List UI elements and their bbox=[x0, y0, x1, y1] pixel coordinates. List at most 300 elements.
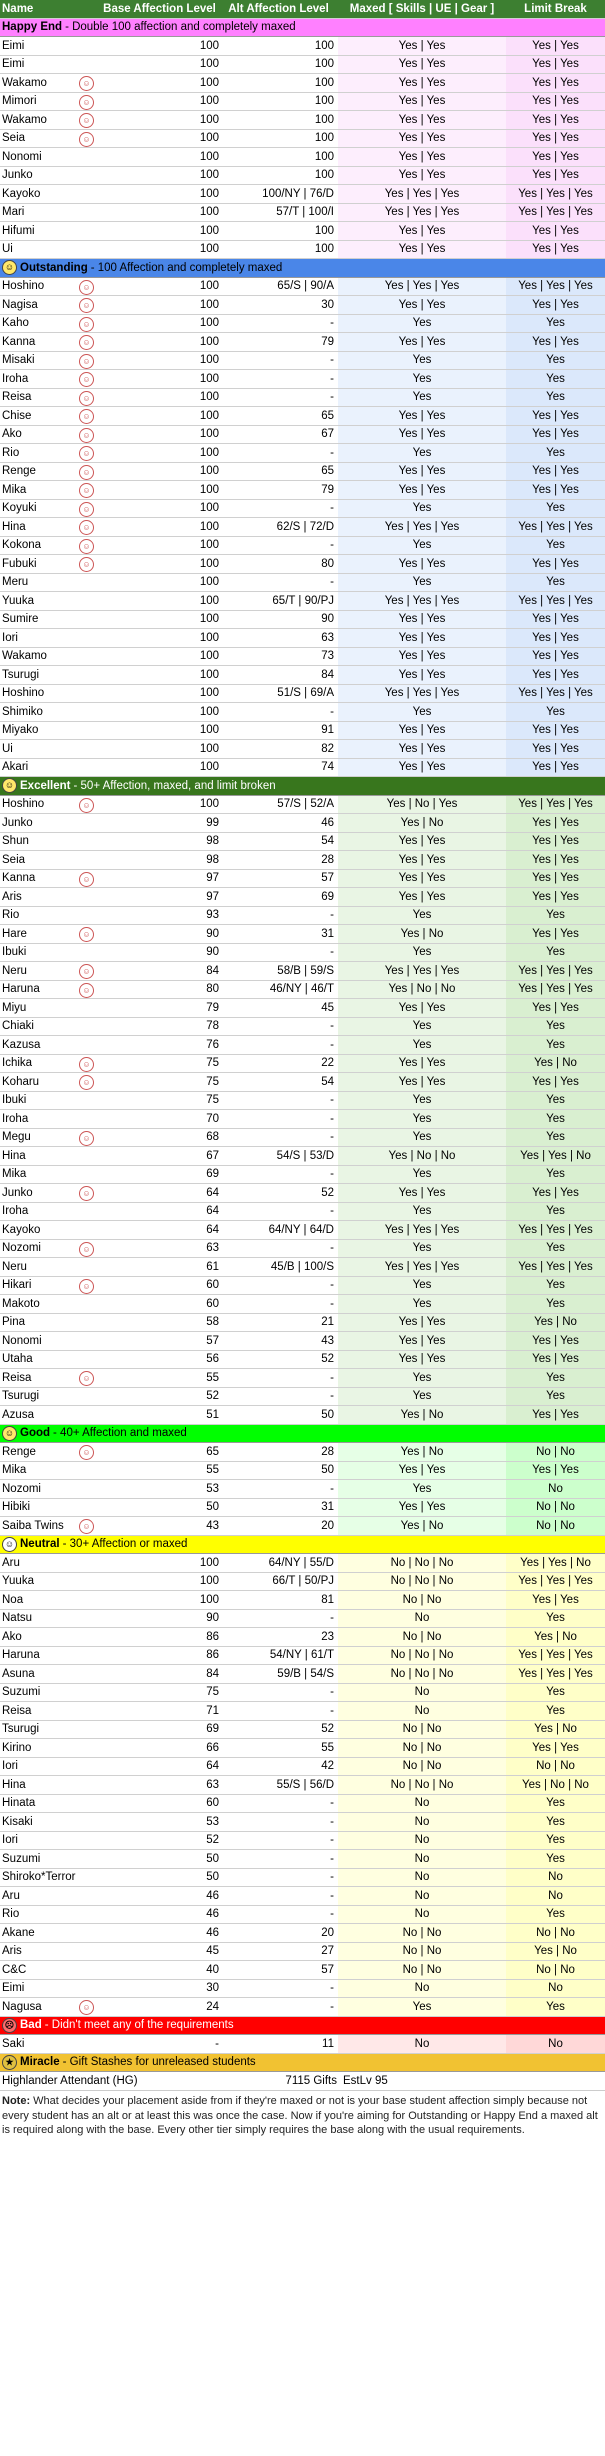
table-row bbox=[0, 666, 605, 685]
maxed-status: No | No | No bbox=[338, 1776, 506, 1794]
limit-break: Yes | Yes | Yes bbox=[506, 592, 605, 610]
table-row bbox=[0, 1036, 605, 1055]
limit-break: Yes bbox=[506, 444, 605, 462]
limit-break: Yes | Yes bbox=[506, 1073, 605, 1091]
limit-break: Yes bbox=[506, 1906, 605, 1924]
limit-break: Yes | Yes bbox=[506, 611, 605, 629]
limit-break: Yes bbox=[506, 370, 605, 388]
table-row bbox=[0, 833, 605, 852]
student-name: Reisa ☺ bbox=[0, 389, 100, 407]
table-row bbox=[0, 352, 605, 371]
student-name: Junko bbox=[2, 816, 33, 829]
alt-affection: - bbox=[330, 1982, 334, 1995]
student-name: Suzumi bbox=[2, 1852, 41, 1865]
base-affection: 100 bbox=[199, 317, 219, 330]
base-affection: 90 bbox=[206, 927, 219, 940]
alt-affection: - bbox=[330, 539, 334, 552]
maxed-status: Yes bbox=[338, 1129, 506, 1147]
maxed-status: No bbox=[338, 1813, 506, 1831]
student-name: Kayoko bbox=[2, 187, 41, 200]
alt-affection: - bbox=[330, 1871, 334, 1884]
student-name: Nozomi ☺ bbox=[0, 1240, 100, 1258]
student-badge-icon: ☺ bbox=[79, 428, 94, 443]
student-name: Haruna bbox=[2, 1649, 40, 1662]
maxed-status: Yes | Yes bbox=[338, 463, 506, 481]
student-name: Ako bbox=[2, 1630, 22, 1643]
maxed-status: Yes | Yes bbox=[338, 1073, 506, 1091]
maxed-status: Yes bbox=[338, 444, 506, 462]
student-name: Hifumi bbox=[2, 224, 35, 237]
student-name: Rio bbox=[2, 1908, 20, 1921]
base-affection: 100 bbox=[199, 58, 219, 71]
alt-affection: 69 bbox=[321, 890, 334, 903]
base-affection: 46 bbox=[206, 1908, 219, 1921]
tier-description: - 50+ Affection, maxed, and limit broken bbox=[73, 779, 276, 792]
limit-break: Yes | Yes bbox=[506, 1462, 605, 1480]
limit-break: Yes bbox=[506, 352, 605, 370]
table-row bbox=[0, 185, 605, 204]
student-name: Misaki ☺ bbox=[0, 352, 100, 370]
table-row bbox=[0, 500, 605, 519]
alt-affection: 100 bbox=[314, 76, 334, 89]
student-name: Hoshino ☺ bbox=[0, 796, 100, 814]
alt-affection: - bbox=[330, 1038, 334, 1051]
table-row bbox=[0, 130, 605, 149]
maxed-status: No bbox=[338, 1832, 506, 1850]
limit-break: Yes | Yes bbox=[506, 93, 605, 111]
student-name: Tsurugi bbox=[2, 668, 40, 681]
tier-header-out bbox=[0, 259, 605, 278]
base-affection: 69 bbox=[206, 1723, 219, 1736]
limit-break: Yes bbox=[506, 907, 605, 925]
limit-break: Yes bbox=[506, 315, 605, 333]
base-affection: 75 bbox=[206, 1686, 219, 1699]
maxed-status: Yes | No bbox=[338, 1443, 506, 1461]
tier-title: Happy End bbox=[2, 21, 63, 34]
student-name: Hina bbox=[2, 1778, 26, 1791]
alt-affection: 54/S | 53/D bbox=[276, 1149, 334, 1162]
student-badge-icon: ☺ bbox=[79, 1242, 94, 1257]
base-affection: 100 bbox=[199, 668, 219, 681]
base-affection: 100 bbox=[199, 594, 219, 607]
table-row bbox=[0, 1610, 605, 1629]
alt-affection: - bbox=[330, 1704, 334, 1717]
student-badge-icon: ☺ bbox=[79, 1057, 94, 1072]
limit-break: Yes bbox=[506, 574, 605, 592]
note-text: What decides your placement aside from if they're maxed or not is your base student affection simply because not every student has an alt or at least this was once the case. Now if you're aiming for Outstanding or Happy End a maxed alt is required along with the base. Every other tier simply requires the base along with the usual requirements. bbox=[2, 2095, 598, 2136]
alt-affection: 100 bbox=[314, 113, 334, 126]
student-name: Nagusa ☺ bbox=[0, 1998, 100, 2016]
limit-break: Yes | Yes bbox=[506, 833, 605, 851]
student-name: Ibuki bbox=[2, 1094, 27, 1107]
maxed-status: Yes | Yes bbox=[338, 722, 506, 740]
summary-gifts: 7115 Gifts bbox=[285, 2075, 337, 2087]
table-row bbox=[0, 962, 605, 981]
base-affection: 63 bbox=[206, 1778, 219, 1791]
header-base: Base Affection Level bbox=[103, 2, 216, 15]
base-affection: 100 bbox=[199, 1556, 219, 1569]
limit-break: Yes | Yes bbox=[506, 722, 605, 740]
maxed-status: Yes bbox=[338, 370, 506, 388]
table-row bbox=[0, 1906, 605, 1925]
table-row bbox=[0, 611, 605, 630]
maxed-status: Yes | Yes bbox=[338, 296, 506, 314]
table-row bbox=[0, 1221, 605, 1240]
table-row bbox=[0, 56, 605, 75]
student-name: Saki bbox=[2, 2037, 25, 2050]
table-row bbox=[0, 814, 605, 833]
table-row bbox=[0, 1517, 605, 1536]
alt-affection: 57/S | 52/A bbox=[277, 798, 334, 811]
table-row bbox=[0, 1499, 605, 1518]
alt-affection: 100 bbox=[314, 224, 334, 237]
base-affection: 100 bbox=[199, 113, 219, 126]
maxed-status: Yes | Yes | Yes bbox=[338, 185, 506, 203]
table-row bbox=[0, 555, 605, 574]
table-row bbox=[0, 1887, 605, 1906]
student-name: Nonomi bbox=[2, 1334, 42, 1347]
student-badge-icon: ☺ bbox=[79, 354, 94, 369]
alt-affection: 100 bbox=[314, 169, 334, 182]
limit-break: Yes | No bbox=[506, 1055, 605, 1073]
student-name: Hoshino bbox=[2, 687, 45, 700]
maxed-status: Yes | Yes bbox=[338, 1055, 506, 1073]
base-affection: 53 bbox=[206, 1482, 219, 1495]
table-row bbox=[0, 296, 605, 315]
student-name: Kaho ☺ bbox=[0, 315, 100, 333]
maxed-status: Yes | Yes bbox=[338, 1351, 506, 1369]
student-name: Suzumi bbox=[2, 1686, 41, 1699]
table-row bbox=[0, 1295, 605, 1314]
tier-header-bad bbox=[0, 2017, 605, 2036]
maxed-status: Yes | Yes bbox=[338, 759, 506, 777]
student-name: Miyako bbox=[2, 724, 39, 737]
tier-description: - 30+ Affection or maxed bbox=[62, 1538, 188, 1551]
table-row bbox=[0, 1314, 605, 1333]
student-badge-icon: ☺ bbox=[79, 298, 94, 313]
alt-affection: 23 bbox=[321, 1630, 334, 1643]
base-affection: 100 bbox=[199, 687, 219, 700]
base-affection: 50 bbox=[206, 1852, 219, 1865]
maxed-status: Yes | Yes bbox=[338, 222, 506, 240]
alt-affection: 79 bbox=[321, 335, 334, 348]
base-affection: 100 bbox=[199, 187, 219, 200]
table-row bbox=[0, 1776, 605, 1795]
table-row bbox=[0, 851, 605, 870]
limit-break: Yes bbox=[506, 1166, 605, 1184]
base-affection: 80 bbox=[206, 983, 219, 996]
student-name: Sumire bbox=[2, 613, 39, 626]
alt-affection: 31 bbox=[321, 927, 334, 940]
base-affection: 86 bbox=[206, 1630, 219, 1643]
alt-affection: - bbox=[330, 1112, 334, 1125]
student-name: Mari bbox=[2, 206, 25, 219]
alt-affection: - bbox=[330, 2000, 334, 2013]
student-name: Fubuki ☺ bbox=[0, 555, 100, 573]
maxed-status: Yes | Yes bbox=[338, 167, 506, 185]
student-name: Saiba Twins ☺ bbox=[0, 1517, 100, 1535]
limit-break: Yes bbox=[506, 1092, 605, 1110]
alt-affection: - bbox=[330, 1686, 334, 1699]
student-name: Hibiki bbox=[2, 1501, 31, 1514]
student-name: Neru ☺ bbox=[0, 962, 100, 980]
student-name: Aru bbox=[2, 1556, 20, 1569]
limit-break: No | No bbox=[506, 1499, 605, 1517]
limit-break: Yes | Yes | Yes bbox=[506, 962, 605, 980]
alt-affection: 57 bbox=[321, 872, 334, 885]
student-name: Reisa bbox=[2, 1704, 32, 1717]
maxed-status: No | No bbox=[338, 1591, 506, 1609]
student-name: Shimiko bbox=[2, 705, 43, 718]
base-affection: 100 bbox=[199, 576, 219, 589]
alt-affection: - bbox=[330, 1279, 334, 1292]
student-badge-icon: ☺ bbox=[79, 983, 94, 998]
maxed-status: No | No bbox=[338, 1924, 506, 1942]
table-row bbox=[0, 999, 605, 1018]
table-row bbox=[0, 1092, 605, 1111]
student-name: Ichika ☺ bbox=[0, 1055, 100, 1073]
student-name: Azusa bbox=[2, 1408, 34, 1421]
limit-break: Yes | Yes bbox=[506, 648, 605, 666]
student-name: Utaha bbox=[2, 1353, 33, 1366]
student-badge-icon: ☺ bbox=[79, 317, 94, 332]
tier-header-neu bbox=[0, 1536, 605, 1555]
maxed-status: Yes | Yes bbox=[338, 611, 506, 629]
base-affection: 100 bbox=[199, 76, 219, 89]
maxed-status: No bbox=[338, 1702, 506, 1720]
base-affection: 53 bbox=[206, 1815, 219, 1828]
base-affection: 40 bbox=[206, 1963, 219, 1976]
tier-header-exc bbox=[0, 777, 605, 796]
table-row bbox=[0, 1665, 605, 1684]
student-name: Seia ☺ bbox=[0, 130, 100, 148]
base-affection: 100 bbox=[199, 409, 219, 422]
base-affection: 100 bbox=[199, 705, 219, 718]
limit-break: Yes bbox=[506, 1369, 605, 1387]
limit-break: Yes | Yes bbox=[506, 1184, 605, 1202]
base-affection: 52 bbox=[206, 1834, 219, 1847]
student-name: Mimori ☺ bbox=[0, 93, 100, 111]
alt-affection: - bbox=[330, 391, 334, 404]
limit-break: Yes bbox=[506, 1295, 605, 1313]
table-row bbox=[0, 74, 605, 93]
table-row bbox=[0, 1554, 605, 1573]
limit-break: Yes | Yes bbox=[506, 333, 605, 351]
alt-affection: - bbox=[330, 946, 334, 959]
student-name: Tsurugi bbox=[2, 1723, 40, 1736]
base-affection: 100 bbox=[199, 169, 219, 182]
limit-break: Yes bbox=[506, 1036, 605, 1054]
alt-affection: 62/S | 72/D bbox=[276, 520, 334, 533]
maxed-status: Yes | Yes | Yes bbox=[338, 1258, 506, 1276]
table-row bbox=[0, 389, 605, 408]
student-name: Kayoko bbox=[2, 1223, 41, 1236]
miracle-star-icon: ★ bbox=[2, 2055, 17, 2070]
maxed-status: Yes bbox=[338, 1295, 506, 1313]
limit-break: Yes | Yes bbox=[506, 814, 605, 832]
base-affection: 76 bbox=[206, 1038, 219, 1051]
limit-break: Yes | Yes bbox=[506, 1406, 605, 1424]
alt-affection: - bbox=[330, 502, 334, 515]
student-name: Koharu ☺ bbox=[0, 1073, 100, 1091]
alt-affection: 57 bbox=[321, 1963, 334, 1976]
tier-description: - Didn't meet any of the requirements bbox=[44, 2019, 234, 2032]
student-name: Iori bbox=[2, 631, 18, 644]
alt-affection: 90 bbox=[321, 613, 334, 626]
alt-affection: - bbox=[330, 446, 334, 459]
base-affection: 100 bbox=[199, 724, 219, 737]
limit-break: Yes | Yes bbox=[506, 851, 605, 869]
student-badge-icon: ☺ bbox=[79, 520, 94, 535]
alt-affection: 58/B | 59/S bbox=[277, 964, 334, 977]
table-row bbox=[0, 111, 605, 130]
alt-affection: 65/T | 90/PJ bbox=[272, 594, 334, 607]
limit-break: Yes | Yes bbox=[506, 1739, 605, 1757]
base-affection: 100 bbox=[199, 557, 219, 570]
maxed-status: Yes | Yes | Yes bbox=[338, 592, 506, 610]
maxed-status: Yes | Yes bbox=[338, 555, 506, 573]
limit-break: No bbox=[506, 2035, 605, 2053]
maxed-status: Yes | Yes bbox=[338, 1332, 506, 1350]
student-name: Shun bbox=[2, 835, 29, 848]
alt-affection: 81 bbox=[321, 1593, 334, 1606]
limit-break: Yes | Yes bbox=[506, 888, 605, 906]
base-affection: 66 bbox=[206, 1741, 219, 1754]
maxed-status: Yes | No bbox=[338, 1517, 506, 1535]
alt-affection: - bbox=[330, 1131, 334, 1144]
maxed-status: Yes | Yes | Yes bbox=[338, 962, 506, 980]
maxed-status: No bbox=[338, 1795, 506, 1813]
base-affection: 100 bbox=[199, 650, 219, 663]
student-name: Hina bbox=[2, 1149, 26, 1162]
maxed-status: Yes | Yes bbox=[338, 407, 506, 425]
limit-break: No bbox=[506, 1869, 605, 1887]
alt-affection: 100 bbox=[314, 39, 334, 52]
student-name: Miyu bbox=[2, 1001, 27, 1014]
base-affection: 50 bbox=[206, 1871, 219, 1884]
student-name: Neru bbox=[2, 1260, 27, 1273]
limit-break: No bbox=[506, 1980, 605, 1998]
table-row bbox=[0, 1721, 605, 1740]
limit-break: Yes | No bbox=[506, 1628, 605, 1646]
student-badge-icon: ☺ bbox=[79, 1519, 94, 1534]
limit-break: Yes bbox=[506, 1610, 605, 1628]
alt-affection: 91 bbox=[321, 724, 334, 737]
alt-affection: 50 bbox=[321, 1408, 334, 1421]
table-row bbox=[0, 1813, 605, 1832]
base-affection: 68 bbox=[206, 1131, 219, 1144]
table-row bbox=[0, 574, 605, 593]
student-name: Chiaki bbox=[2, 1020, 34, 1033]
maxed-status: Yes | Yes bbox=[338, 666, 506, 684]
alt-affection: - bbox=[330, 705, 334, 718]
alt-affection: 54 bbox=[321, 835, 334, 848]
maxed-status: No | No bbox=[338, 1943, 506, 1961]
maxed-status: No | No bbox=[338, 1758, 506, 1776]
table-row bbox=[0, 537, 605, 556]
limit-break: Yes | Yes bbox=[506, 407, 605, 425]
alt-affection: 59/B | 54/S bbox=[277, 1667, 334, 1680]
base-affection: 78 bbox=[206, 1020, 219, 1033]
alt-affection: 50 bbox=[321, 1464, 334, 1477]
base-affection: 30 bbox=[206, 1982, 219, 1995]
limit-break: Yes | Yes bbox=[506, 666, 605, 684]
base-affection: 100 bbox=[199, 354, 219, 367]
alt-affection: 28 bbox=[321, 1445, 334, 1458]
student-badge-icon: ☺ bbox=[79, 113, 94, 128]
header-name: Name bbox=[2, 2, 34, 15]
limit-break: Yes | Yes bbox=[506, 37, 605, 55]
maxed-status: Yes | No bbox=[338, 814, 506, 832]
maxed-status: Yes | Yes bbox=[338, 1314, 506, 1332]
alt-affection: 20 bbox=[321, 1519, 334, 1532]
alt-affection: - bbox=[330, 1205, 334, 1218]
table-row bbox=[0, 241, 605, 260]
student-badge-icon: ☺ bbox=[79, 132, 94, 147]
maxed-status: Yes | Yes bbox=[338, 481, 506, 499]
maxed-status: Yes | Yes bbox=[338, 37, 506, 55]
maxed-status: No bbox=[338, 1906, 506, 1924]
student-badge-icon: ☺ bbox=[79, 798, 94, 813]
limit-break: No | No bbox=[506, 1443, 605, 1461]
limit-break: Yes bbox=[506, 537, 605, 555]
student-badge-icon: ☺ bbox=[79, 1279, 94, 1294]
limit-break: Yes bbox=[506, 1850, 605, 1868]
alt-affection: 42 bbox=[321, 1760, 334, 1773]
base-affection: 100 bbox=[199, 446, 219, 459]
maxed-status: Yes bbox=[338, 1240, 506, 1258]
alt-affection: 20 bbox=[321, 1926, 334, 1939]
alt-affection: 100 bbox=[314, 150, 334, 163]
limit-break: Yes | Yes | Yes bbox=[506, 204, 605, 222]
table-row bbox=[0, 481, 605, 500]
student-name: Wakamo ☺ bbox=[0, 74, 100, 92]
tier-header-happy bbox=[0, 19, 605, 38]
student-name: Eimi bbox=[2, 1982, 25, 1995]
student-name: Yuuka bbox=[2, 1575, 34, 1588]
table-row bbox=[0, 1758, 605, 1777]
table-row bbox=[0, 796, 605, 815]
base-affection: 55 bbox=[206, 1371, 219, 1384]
tier-description: - Double 100 affection and completely maxed bbox=[65, 21, 296, 34]
limit-break: Yes | Yes bbox=[506, 222, 605, 240]
student-name: Mika bbox=[2, 1464, 27, 1477]
limit-break: Yes | Yes | Yes bbox=[506, 981, 605, 999]
alt-affection: - bbox=[330, 1908, 334, 1921]
student-name: Eimi bbox=[2, 58, 25, 71]
alt-affection: - bbox=[330, 1797, 334, 1810]
base-affection: 100 bbox=[199, 95, 219, 108]
limit-break: Yes | Yes bbox=[506, 999, 605, 1017]
limit-break: Yes | Yes bbox=[506, 1332, 605, 1350]
alt-affection: - bbox=[330, 909, 334, 922]
student-name: Hoshino ☺ bbox=[0, 278, 100, 296]
base-affection: 100 bbox=[199, 224, 219, 237]
alt-affection: 66/T | 50/PJ bbox=[272, 1575, 334, 1588]
base-affection: 75 bbox=[206, 1075, 219, 1088]
table-row bbox=[0, 1055, 605, 1074]
tier-header-good bbox=[0, 1425, 605, 1444]
limit-break: Yes | Yes | No bbox=[506, 1147, 605, 1165]
base-affection: 100 bbox=[199, 798, 219, 811]
base-affection: 45 bbox=[206, 1945, 219, 1958]
header-alt: Alt Affection Level bbox=[228, 2, 329, 15]
base-affection: 46 bbox=[206, 1889, 219, 1902]
maxed-status: Yes | Yes bbox=[338, 333, 506, 351]
limit-break: Yes | Yes | Yes bbox=[506, 1221, 605, 1239]
limit-break: Yes | Yes bbox=[506, 74, 605, 92]
table-row bbox=[0, 703, 605, 722]
